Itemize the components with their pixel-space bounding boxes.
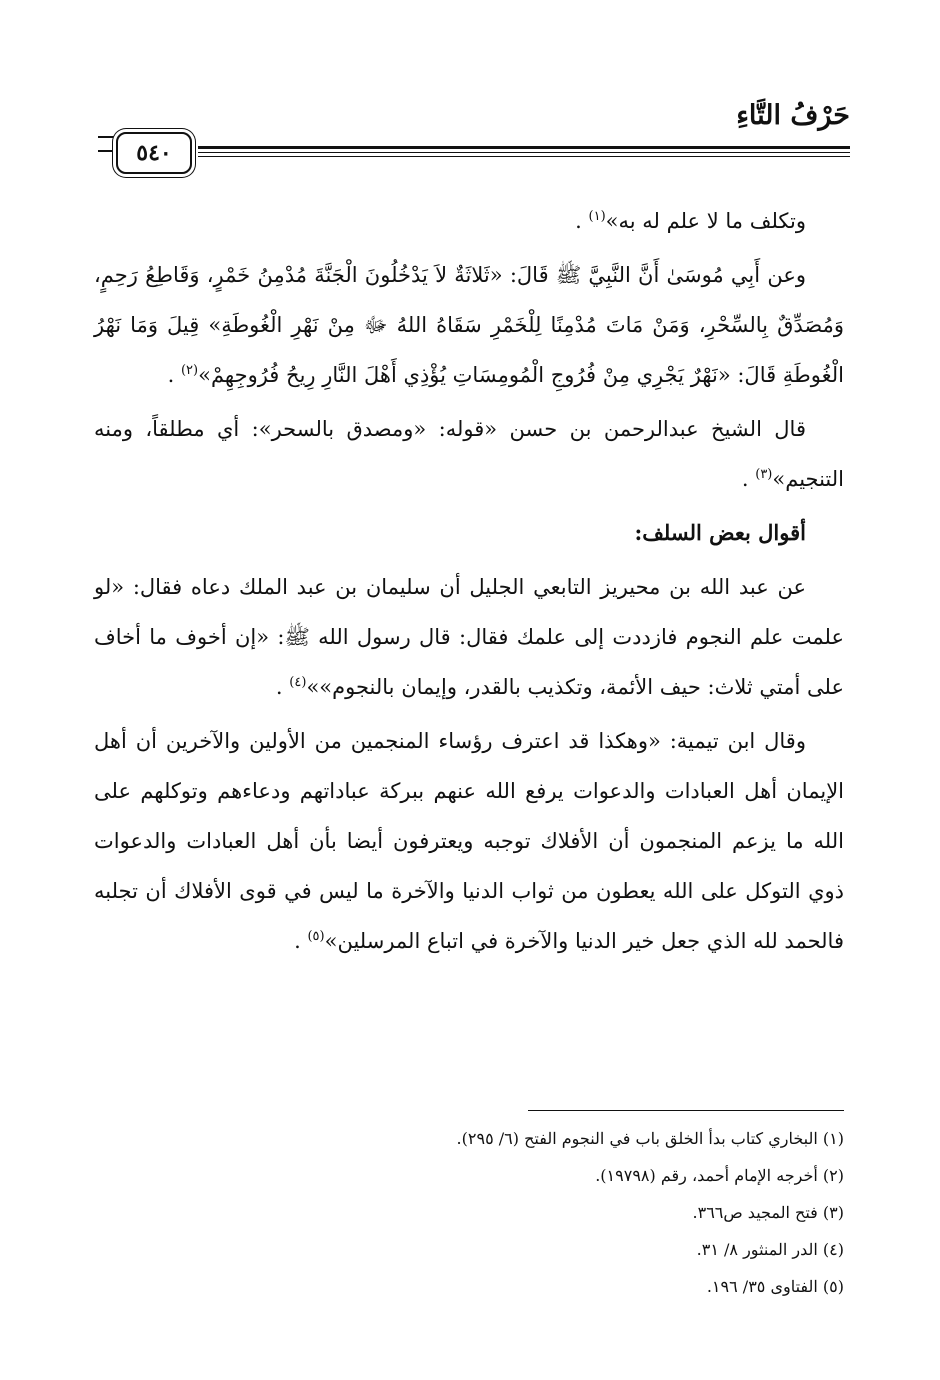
paragraph-4-text: عن عبد الله بن محيريز التابعي الجليل أن سليمان بن عبد الملك دعاه فقال: «لو علمت علم النجوم فازددت إلى علمك فقال: قال رسول الله ﷺ: «إن أخوف ما أخاف على أمتي ثلاث: حيف الأئمة، وتكذيب بالقدر، وإيمان بالنجوم»»: [94, 575, 844, 699]
paragraph-3: [94, 404, 844, 504]
header-double-bar: [98, 136, 114, 152]
page-number: ٥٤٠: [136, 140, 172, 166]
footnote-ref-2: (٢): [180, 363, 199, 378]
footnotes: [94, 1120, 844, 1305]
footnote-ref-4: (٤): [289, 675, 307, 690]
paragraph-2-end: .: [167, 363, 175, 387]
footnote-ref-1: (١): [588, 209, 606, 224]
paragraph-1: [94, 196, 844, 246]
paragraph-3-end: .: [741, 467, 749, 491]
paragraph-2: [94, 250, 844, 400]
paragraph-3-text: قال الشيخ عبدالرحمن بن حسن «قوله: «ومصدق بالسحر»: أي مطلقاً، ومنه التنجيم»: [94, 417, 844, 491]
running-title: حَرْفُ التَّاءِ: [736, 100, 850, 131]
footnote-separator: [528, 1110, 844, 1111]
footnote-5: (٥) الفتاوى ٣٥/ ١٩٦.: [706, 1277, 844, 1296]
footnote-ref-3: (٣): [755, 467, 773, 482]
footnote-1: (١) البخاري كتاب بدأ الخلق باب في النجوم الفتح (٦/ ٢٩٥).: [456, 1129, 844, 1148]
footnote-ref-5: (٥): [307, 929, 325, 944]
footnote-3: (٣) فتح المجيد ص٣٦٦.: [692, 1203, 844, 1222]
paragraph-2-text: وعن أَبِي مُوسَىٰ أَنَّ النَّبِيَّ ﷺ قَالَ: «ثَلاثَةٌ لاَ يَدْخُلُونَ الْجَنَّةَ مُدْمِنُ خَمْرٍ، وَقَاطِعُ رَحِمٍ، وَمُصَدِّقٌ بِالسِّحْرِ، وَمَنْ مَاتَ مُدْمِنًا لِلْخَمْرِ سَقَاهُ اللهُ ﷻ مِنْ نَهْرِ الْغُوطَةِ» قِيلَ وَمَا نَهْرُ الْغُوطَةِ قَالَ: «نَهْرٌ يَجْرِي مِنْ فُرُوجِ الْمُومِسَاتِ يُؤْذِي أَهْلَ النَّارِ رِيحُ فُرُوجِهِمْ»: [94, 263, 844, 387]
paragraph-5: [94, 716, 844, 966]
paragraph-5-text: وقال ابن تيمية: «وهكذا قد اعترف رؤساء المنجمين من الأولين والآخرين أن أهل الإيمان أهل العبادات والدعوات يرفع الله عنهم ببركة عباداتهم ودعاءهم وتوكلهم على الله ما يزعم المنجمون أن الأفلاك توجبه ويعترفون أيضا بأن أهل العبادات والدعوات ذوي التوكل على الله يعطون من ثواب الدنيا والآخرة ما ليس في قوى الأفلاك أن تجلبه فالحمد لله الذي جعل خير الدنيا والآخرة في اتباع المرسلين»: [94, 729, 844, 953]
paragraph-1-end: .: [575, 209, 582, 233]
footnote-4: (٤) الدر المنثور ٨/ ٣١.: [696, 1240, 844, 1259]
page-header: [90, 96, 850, 186]
header-rule-thin: [198, 156, 850, 157]
page-number-box: [116, 132, 192, 174]
header-rule-thick: [198, 146, 850, 153]
paragraph-4: [94, 562, 844, 712]
main-text: [94, 196, 844, 970]
paragraph-1-text: وتكلف ما لا علم له به»: [605, 209, 806, 233]
paragraph-5-end: .: [294, 929, 301, 953]
paragraph-4-end: .: [275, 675, 283, 699]
section-heading: أقوال بعض السلف:: [634, 520, 806, 545]
footnote-2: (٢) أخرجه الإمام أحمد، رقم (١٩٧٩٨).: [595, 1166, 844, 1185]
